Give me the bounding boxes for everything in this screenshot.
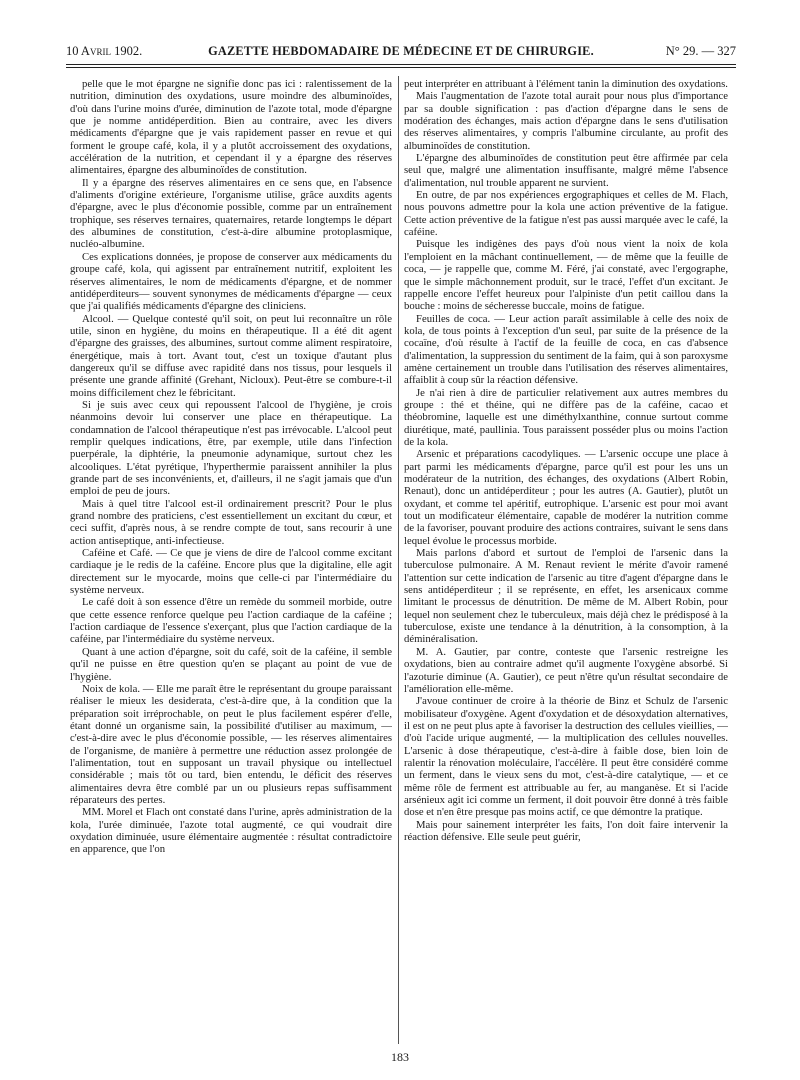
- journal-title: GAZETTE HEBDOMADAIRE DE MÉDECINE ET DE CHIRURGIE.: [208, 44, 594, 58]
- running-header: [66, 40, 736, 62]
- paragraph: M. A. Gautier, par contre, conteste que l'arsenic restreigne les oxydations, bien au contraire admet qu'il augmente l'oxygène absorbé. Si l'azoturie diminue (A. Gautier), ce peut n'être qu'un résultat secondaire de l'amélioration elle-même.: [404, 645, 728, 695]
- paragraph: pelle que le mot épargne ne signifie donc pas ici : ralentissement de la nutrition, diminution des oxydations, usure moindre des albuminoïdes, d'où dans l'urine moins d'urée, diminution de l'azote total, mode d'épargne que je nomme antidéperdition. Bien au contraire, avec les divers médicaments d'épargne que je vais rapidement passer en revue et qui forment le groupe café, kola, il y a plutôt accroissement des oxydations, accélération de la nutrition, et cependant il y a épargne des réserves alimentaires, épargne des albuminoïdes de constitution.: [70, 78, 392, 177]
- paragraph: peut interpréter en attribuant à l'élément tanin la diminution des oxydations.: [404, 78, 728, 90]
- paragraph: Mais pour sainement interpréter les faits, l'on doit faire intervenir la réaction défensive. Elle seule peut guérir,: [404, 818, 728, 843]
- paragraph: Feuilles de coca. — Leur action paraît assimilable à celle des noix de kola, de tous points à l'exception d'un seul, par suite de la présence de la cocaïne, d'où résulte à l'actif de la feuille de coca, en cas d'absence d'alimentation, la suppression du sentiment de la faim, qui à son paroxysme amène certainement un trouble dans l'utilisation des réserves alimentaires, affaiblit à coup sûr la réaction défensive.: [404, 312, 728, 387]
- paragraph: Noix de kola. — Elle me paraît être le représentant du groupe paraissant réaliser le mieux les desiderata, c'est-à-dire que, à la condition que la préparation soit irréprochable, on peut le plus facilement espérer d'elle, étant donné un organisme sain, la possibilité d'utiliser au maximum, — c'est-à-dire avec le plus d'économie possible, — les réserves alimentaires de l'organisme, de manière à permettre une réduction assez prolongée de l'alimentation, tout en supposant un travail physique ou intellectuel considérable ; mais tôt ou tard, bien entendu, le déficit des réserves alimentaires devra être comblé par un ou plusieurs repas suffisamment réparateurs des pertes.: [70, 682, 392, 806]
- page-number: 183: [391, 1050, 409, 1064]
- header-rule: [66, 64, 736, 65]
- left-column: [70, 78, 392, 1044]
- paragraph: Alcool. — Quelque contesté qu'il soit, on peut lui reconnaître un rôle utile, sinon en hygiène, du moins en thérapeutique. Il a été dit agent d'épargne des graisses, des albumines, surtout comme aliment respiratoire, énergétique, mais à tort. Avant tout, c'est un toxique d'autant plus dangereux qu'il se diffuse avec rapidité dans nos tissus, pour lesquels il présente une grande affinité (Grehant, Nicloux). Peut-être se combure-t-il moins difficilement chez le fébricitant.: [70, 312, 392, 399]
- paragraph: Ces explications données, je propose de conserver aux médicaments du groupe café, kola, qui agissent par entraînement nutritif, exploitent les réserves alimentaires, le nom de médicaments d'épargne, et de nommer antidéperditeurs— souvent synonymes de médicaments d'épargne — ceux que j'ai qualifiés médicaments d'épargne des cliniciens.: [70, 250, 392, 313]
- paragraph: J'avoue continuer de croire à la théorie de Binz et Schulz de l'arsenic mobilisateur d'oxygène. Agent d'oxydation et de désoxydation alternatives, il est on ne peut plus apte à favoriser la destruction des cellules vieillies, — d'où l'acide urique augmenté, — la multiplication des cellules nouvelles. L'arsenic à dose thérapeutique, c'est-à-dire à faible dose, bien loin de ralentir la rénovation moléculaire, l'accélère. Il peut être considéré comme un ferment, dans le vieux sens du mot, c'est-à-dire catalytique, — et ce même rôle de ferment est attribuable au fer, au manganèse. Et si l'acide arsénieux agit ici comme un ferment, il doit pouvoir être donné à très faible dose et n'en être presque pas moins actif, ce que démontre la pratique.: [404, 695, 728, 819]
- paragraph: Le café doit à son essence d'être un remède du sommeil morbide, outre que cette essence renforce quelque peu l'action cardiaque de la caféine ; l'action cardiaque de l'essence s'exerçant, plus que l'action cardiaque de la caféine, par l'intermédiaire du système nerveux.: [70, 596, 392, 646]
- paragraph: Il y a épargne des réserves alimentaires en ce sens que, en l'absence d'aliments d'origine extérieure, l'organisme utilise, grâce auxdits agents d'épargne, avec le plus d'économie possible, comme par un entraînement trophique, ses réserves ternaires, quaternaires, retarde longtemps le départ des albumines de constitution, c'est-à-dire albumine protoplasmique, nucléo-albumine.: [70, 176, 392, 251]
- header-date: 10 Avril 1902.: [66, 44, 143, 58]
- paragraph: Mais à quel titre l'alcool est-il ordinairement prescrit? Pour le plus grand nombre des praticiens, c'est essentiellement un excitant du cœur, et ceci suffit, d'après nous, à se rendre compte de tout, sans recourir à une action antiseptique, anti-infectieuse.: [70, 497, 392, 547]
- paragraph: Puisque les indigènes des pays d'où nous vient la noix de kola l'emploient en la mâchant continuellement, — de même que la feuille de coca, — je rappelle que, comme M. Féré, j'ai constaté, avec l'ergographe, que le simple mâchonnement produit, sur le tracé, l'effet d'un excitant. Je rappelle encore l'effet heureux pour l'alpiniste d'un petit caillou dans la bouche : moins de sécheresse buccale, moins de fatigue.: [404, 238, 728, 313]
- paragraph: Je n'ai rien à dire de particulier relativement aux autres membres du groupe : thé et théine, qui ne diffère pas de la caféine, cacao et théobromine, laquelle est une diméthylxanthine, connue surtout comme diurétique, maté, paullinia. Tous paraissent posséder plus ou moins l'action de la kola.: [404, 386, 728, 448]
- paragraph: MM. Morel et Flach ont constaté dans l'urine, après administration de la kola, l'urée diminuée, l'azote total augmenté, ce qui voudrait dire oxydation diminuée, usure élémentaire augmentée : résultat contradictoire en apparence, que l'on: [70, 806, 392, 856]
- paragraph: Arsenic et préparations cacodyliques. — L'arsenic occupe une place à part parmi les médicaments d'épargne, parce qu'il est pour les uns un modérateur de la nutrition, des échanges, des oxydations (Albert Robin, Renaut), donc un antidéperditeur ; pour les autres (A. Gautier), plutôt un oxydant, et comme tel apéritif, eutrophique. L'arsenic est pour moi avant tout un modificateur élémentaire, capable de modérer la nutrition comme de la favoriser, pouvant produire des actions contraires, suivant le sens dans lequel évolue le processus morbide.: [404, 448, 728, 547]
- paragraph: Quant à une action d'épargne, soit du café, soit de la caféine, il semble qu'il ne puisse en être question qu'en se plaçant au point de vue de l'hygiène.: [70, 645, 392, 683]
- paragraph: Si je suis avec ceux qui repoussent l'alcool de l'hygiène, je crois néanmoins devoir lui conserver une place en thérapeutique. La condamnation de l'alcool thérapeutique n'est pas irrévocable. L'alcool peut remplir quelques indications, être, par exemple, utile dans l'infection puerpérale, la diphtérie, la pneumonie adynamique, surtout chez les alcooliques. L'état pyrétique, l'hyperthermie paraissent annihiler la plus grande part de ses inconvénients, et, d'ailleurs, il ne s'agit jamais que d'un emploi de peu de jours.: [70, 398, 392, 498]
- header-rule-thin: [66, 67, 736, 68]
- paragraph: En outre, de par nos expériences ergographiques et celles de M. Flach, nous pouvons admettre pour la kola une action préventive de la fatigue. Cette action préventive de la fatigue n'est pas aussi marquée avec le café, la caféine.: [404, 189, 728, 239]
- issue-and-page: N° 29. — 327: [665, 44, 736, 58]
- paragraph: L'épargne des albuminoïdes de constitution peut être affirmée par cela seul que, malgré une alimentation insuffisante, malgré même l'absence d'alimentation, nul trouble apparent ne survient.: [404, 152, 728, 189]
- right-column: [404, 78, 728, 1044]
- paragraph: Caféine et Café. — Ce que je viens de dire de l'alcool comme excitant cardiaque je le redis de la caféine. Encore plus que la digitaline, elle agit directement sur le myocarde, moins que celle-ci par l'intermédiaire du système nerveux.: [70, 547, 392, 597]
- paragraph: Mais parlons d'abord et surtout de l'emploi de l'arsenic dans la tuberculose pulmonaire. A M. Renaut revient le mérite d'avoir ramené l'attention sur cette indication de l'arsenic au titre d'agent d'épargne dans le sens antidéperditeur ; il se représente, en effet, les arsenicaux comme limitant le processus de dénutrition. De même de M. Albert Robin, pour lequel non seulement chez le tuberculeux, mais déjà chez le prédisposé à la tuberculose, existe une tendance à la dénutrition, à la consomption, à la déminéralisation.: [404, 547, 728, 646]
- paragraph: Mais l'augmentation de l'azote total aurait pour nous plus d'importance par sa double signification : pas d'action d'épargne dans le sens de modération des échanges, mais action d'épargne dans le sens d'utilisation des réserves alimentaires, y compris l'albumine circulante, au profit des albuminoïdes de constitution.: [404, 90, 728, 152]
- column-divider: [398, 76, 399, 1044]
